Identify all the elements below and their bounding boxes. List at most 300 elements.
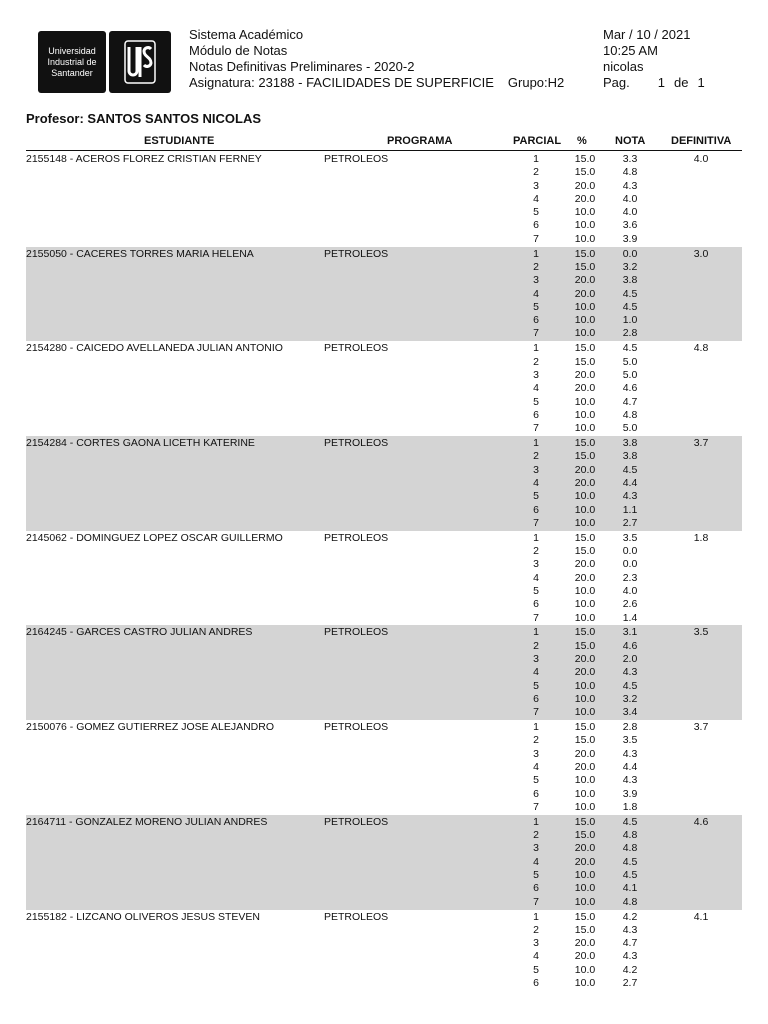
partial-weight: 10.0 <box>574 882 596 895</box>
partial-weight: 15.0 <box>574 829 596 842</box>
col-programa: PROGRAMA <box>387 135 453 147</box>
report-time: 10:25 AM <box>603 43 658 58</box>
partial-number: 4 <box>533 950 539 963</box>
partial-grade: 4.3 <box>622 490 638 503</box>
partial-number: 6 <box>533 882 539 895</box>
partial-weight: 15.0 <box>574 437 596 450</box>
partial-grade: 4.0 <box>622 584 638 597</box>
partial-weight: 10.0 <box>574 706 596 719</box>
partial-number: 3 <box>533 558 539 571</box>
partial-number: 5 <box>533 206 539 219</box>
partial-grade: 3.9 <box>622 232 638 245</box>
partial-number: 7 <box>533 800 539 813</box>
partial-grade: 1.4 <box>622 611 638 624</box>
partial-row <box>516 206 646 219</box>
partial-row <box>516 829 646 842</box>
partial-row <box>516 869 646 882</box>
partial-number: 6 <box>533 503 539 516</box>
partial-row <box>516 545 646 558</box>
partial-grade: 3.2 <box>622 260 638 273</box>
partial-weight: 10.0 <box>574 895 596 908</box>
partial-number: 5 <box>533 774 539 787</box>
partial-weight: 15.0 <box>574 166 596 179</box>
partial-number: 1 <box>533 342 539 355</box>
table-row <box>26 910 742 1005</box>
partial-weight: 10.0 <box>574 422 596 435</box>
partial-weight: 10.0 <box>574 408 596 421</box>
partial-row <box>516 532 646 545</box>
partial-grade: 3.5 <box>622 531 638 544</box>
col-definitiva: DEFINITIVA <box>671 135 732 147</box>
partial-grades <box>516 153 646 246</box>
partial-number: 2 <box>533 166 539 179</box>
partial-grade: 4.7 <box>622 395 638 408</box>
partial-row <box>516 558 646 571</box>
partial-number: 6 <box>533 598 539 611</box>
partial-weight: 10.0 <box>574 679 596 692</box>
partial-weight: 15.0 <box>574 734 596 747</box>
partial-grade: 4.8 <box>622 829 638 842</box>
partial-number: 3 <box>533 463 539 476</box>
partial-number: 3 <box>533 274 539 287</box>
partial-grade: 4.5 <box>622 679 638 692</box>
report-meta <box>603 27 705 91</box>
student-program: PETROLEOS <box>324 342 389 355</box>
partial-grade: 4.4 <box>622 476 638 489</box>
partial-grade: 4.7 <box>622 937 638 950</box>
partial-row <box>516 369 646 382</box>
partial-weight: 20.0 <box>574 463 596 476</box>
partial-weight: 10.0 <box>574 503 596 516</box>
student-final-grade: 3.5 <box>693 626 709 639</box>
partial-weight: 20.0 <box>574 287 596 300</box>
page-of: de <box>673 75 689 90</box>
student-name: 2155148 - ACEROS FLOREZ CRISTIAN FERNEY <box>26 153 262 165</box>
partial-number: 4 <box>533 287 539 300</box>
partial-grade: 3.4 <box>622 706 638 719</box>
partial-grade: 4.5 <box>622 869 638 881</box>
partial-weight: 20.0 <box>574 368 596 381</box>
partial-grade: 4.6 <box>622 639 638 652</box>
subject: Asignatura: 23188 - FACILIDADES DE SUPERFICIE <box>189 75 494 90</box>
professor-name: Profesor: SANTOS SANTOS NICOLAS <box>26 111 261 126</box>
partial-grade: 0.0 <box>622 545 638 558</box>
partial-number: 4 <box>533 761 539 774</box>
partial-grade: 4.8 <box>622 895 638 908</box>
partial-grades <box>516 911 646 991</box>
partial-number: 3 <box>533 179 539 192</box>
student-final-grade: 4.8 <box>693 342 709 355</box>
partial-number: 6 <box>533 314 539 327</box>
partial-weight: 15.0 <box>574 531 596 544</box>
partial-grade: 2.8 <box>622 721 638 734</box>
student-program: PETROLEOS <box>324 247 389 260</box>
partial-grade: 4.0 <box>622 192 638 205</box>
partial-grade: 5.0 <box>622 355 638 368</box>
table-row <box>26 531 742 626</box>
partial-weight: 15.0 <box>574 260 596 273</box>
student-program: PETROLEOS <box>324 815 389 828</box>
partial-row <box>516 261 646 274</box>
partial-weight: 15.0 <box>574 153 596 165</box>
partial-row <box>516 422 646 435</box>
partial-weight: 10.0 <box>574 314 596 327</box>
partial-number: 6 <box>533 692 539 705</box>
partial-number: 7 <box>533 895 539 908</box>
student-name: 2155182 - LIZCANO OLIVEROS JESUS STEVEN <box>26 910 261 923</box>
partial-grade: 4.2 <box>622 910 638 923</box>
partial-weight: 10.0 <box>574 327 596 340</box>
report-user: nicolas <box>603 59 644 74</box>
page-indicator <box>603 75 705 91</box>
partial-grade: 4.3 <box>622 774 638 787</box>
partial-weight: 20.0 <box>574 666 596 679</box>
group: Grupo:H2 <box>507 75 565 90</box>
partial-grade: 4.3 <box>622 923 638 936</box>
partial-row <box>516 233 646 246</box>
partial-number: 3 <box>533 653 539 666</box>
partial-weight: 10.0 <box>574 232 596 245</box>
table-row <box>26 720 742 815</box>
partial-grade: 1.8 <box>622 800 638 813</box>
partial-row <box>516 950 646 963</box>
partial-row <box>516 288 646 301</box>
partial-row <box>516 706 646 719</box>
partial-grade: 4.5 <box>622 300 638 313</box>
partial-grade: 4.5 <box>622 342 638 355</box>
student-final-grade: 4.0 <box>693 153 709 165</box>
partial-row <box>516 477 646 490</box>
partial-grades <box>516 721 646 814</box>
partial-row <box>516 274 646 287</box>
partial-row <box>516 640 646 653</box>
partial-grade: 0.0 <box>622 558 638 571</box>
partial-grade: 4.1 <box>622 882 638 895</box>
partial-number: 3 <box>533 842 539 855</box>
partial-grade: 2.8 <box>622 327 638 340</box>
partial-number: 3 <box>533 747 539 760</box>
student-final-grade: 3.7 <box>693 437 709 450</box>
partial-number: 1 <box>533 626 539 639</box>
partial-number: 2 <box>533 639 539 652</box>
partial-row <box>516 356 646 369</box>
partial-weight: 20.0 <box>574 855 596 868</box>
partial-row <box>516 801 646 814</box>
partial-row <box>516 612 646 625</box>
student-program: PETROLEOS <box>324 910 389 923</box>
partial-grade: 4.5 <box>622 463 638 476</box>
partial-weight: 10.0 <box>574 516 596 529</box>
partial-weight: 15.0 <box>574 450 596 463</box>
partial-weight: 15.0 <box>574 721 596 734</box>
table-row <box>26 152 742 247</box>
partial-weight: 20.0 <box>574 842 596 855</box>
partial-grade: 2.7 <box>622 516 638 529</box>
partial-row <box>516 626 646 639</box>
partial-number: 2 <box>533 450 539 463</box>
partial-weight: 10.0 <box>574 787 596 800</box>
partial-number: 4 <box>533 382 539 395</box>
page-number: 1 <box>657 75 665 90</box>
partial-weight: 10.0 <box>574 976 596 989</box>
partial-number: 5 <box>533 869 539 881</box>
partial-number: 4 <box>533 855 539 868</box>
partial-row <box>516 409 646 422</box>
partial-number: 1 <box>533 815 539 828</box>
partial-grades <box>516 816 646 909</box>
partial-grade: 4.5 <box>622 855 638 868</box>
student-name: 2155050 - CACERES TORRES MARIA HELENA <box>26 247 254 260</box>
partial-number: 1 <box>533 153 539 165</box>
partial-number: 3 <box>533 368 539 381</box>
partial-grade: 4.6 <box>622 382 638 395</box>
partial-weight: 20.0 <box>574 571 596 584</box>
partial-row <box>516 816 646 829</box>
partial-grade: 2.0 <box>622 653 638 666</box>
col-nota: NOTA <box>615 135 646 147</box>
student-program: PETROLEOS <box>324 721 389 734</box>
partial-row <box>516 761 646 774</box>
partial-row <box>516 396 646 409</box>
student-name: 2154280 - CAICEDO AVELLANEDA JULIAN ANTONIO <box>26 342 283 355</box>
partial-number: 2 <box>533 260 539 273</box>
partial-grade: 2.6 <box>622 598 638 611</box>
partial-grade: 3.3 <box>622 153 638 165</box>
student-final-grade: 3.0 <box>693 247 709 260</box>
report-title: Notas Definitivas Preliminares - 2020-2 <box>189 59 415 74</box>
student-program: PETROLEOS <box>324 153 389 165</box>
partial-grade: 5.0 <box>622 422 638 435</box>
partial-weight: 15.0 <box>574 342 596 355</box>
partial-grades <box>516 342 646 435</box>
partial-row <box>516 504 646 517</box>
partial-grade: 1.1 <box>622 503 638 516</box>
partial-grade: 4.8 <box>622 166 638 179</box>
partial-grade: 3.2 <box>622 692 638 705</box>
partial-number: 5 <box>533 395 539 408</box>
partial-grade: 3.8 <box>622 274 638 287</box>
partial-weight: 10.0 <box>574 206 596 219</box>
partial-grades <box>516 437 646 530</box>
partial-row <box>516 598 646 611</box>
partial-grade: 4.0 <box>622 206 638 219</box>
partial-row <box>516 180 646 193</box>
page-label: Pag. <box>603 75 630 90</box>
partial-number: 6 <box>533 219 539 232</box>
partial-row <box>516 301 646 314</box>
partial-weight: 20.0 <box>574 653 596 666</box>
partial-row <box>516 693 646 706</box>
partial-row <box>516 748 646 761</box>
student-name: 2164245 - GARCES CASTRO JULIAN ANDRES <box>26 626 253 639</box>
partial-number: 6 <box>533 976 539 989</box>
partial-weight: 20.0 <box>574 192 596 205</box>
partial-number: 4 <box>533 666 539 679</box>
partial-weight: 15.0 <box>574 247 596 260</box>
partial-number: 4 <box>533 476 539 489</box>
partial-row <box>516 382 646 395</box>
student-name: 2154284 - CORTES GAONA LICETH KATERINE <box>26 437 255 450</box>
partial-grade: 3.6 <box>622 219 638 232</box>
partial-row <box>516 774 646 787</box>
partial-number: 7 <box>533 706 539 719</box>
partial-number: 5 <box>533 300 539 313</box>
partial-number: 4 <box>533 192 539 205</box>
partial-number: 5 <box>533 963 539 976</box>
student-program: PETROLEOS <box>324 437 389 450</box>
partial-weight: 15.0 <box>574 815 596 828</box>
student-final-grade: 4.1 <box>693 910 709 923</box>
partial-grade: 2.7 <box>622 976 638 989</box>
partial-weight: 20.0 <box>574 179 596 192</box>
partial-weight: 15.0 <box>574 626 596 639</box>
partial-grade: 5.0 <box>622 368 638 381</box>
system-name: Sistema Académico <box>189 27 304 42</box>
partial-row <box>516 153 646 166</box>
partial-number: 2 <box>533 829 539 842</box>
partial-number: 4 <box>533 571 539 584</box>
partial-number: 6 <box>533 408 539 421</box>
partial-number: 5 <box>533 679 539 692</box>
partial-row <box>516 490 646 503</box>
table-row <box>26 436 742 531</box>
partial-number: 2 <box>533 923 539 936</box>
partial-row <box>516 585 646 598</box>
partial-row <box>516 896 646 909</box>
module-name: Módulo de Notas <box>189 43 288 58</box>
partial-number: 2 <box>533 355 539 368</box>
partial-row <box>516 437 646 450</box>
col-pct: % <box>577 135 587 147</box>
partial-row <box>516 219 646 232</box>
university-logo <box>38 31 106 93</box>
partial-weight: 20.0 <box>574 761 596 774</box>
partial-row <box>516 977 646 990</box>
partial-row <box>516 572 646 585</box>
partial-number: 1 <box>533 437 539 450</box>
partial-row <box>516 882 646 895</box>
partial-grade: 3.8 <box>622 437 638 450</box>
student-final-grade: 4.6 <box>693 815 709 828</box>
partial-number: 7 <box>533 611 539 624</box>
table-row <box>26 341 742 436</box>
partial-number: 2 <box>533 734 539 747</box>
partial-grade: 3.1 <box>622 626 638 639</box>
partial-grade: 4.5 <box>622 815 638 828</box>
partial-grade: 4.2 <box>622 963 638 976</box>
subject-line <box>189 75 564 91</box>
partial-weight: 10.0 <box>574 598 596 611</box>
partial-row <box>516 856 646 869</box>
partial-weight: 20.0 <box>574 382 596 395</box>
partial-row <box>516 937 646 950</box>
table-row <box>26 625 742 720</box>
partial-row <box>516 842 646 855</box>
partial-weight: 20.0 <box>574 274 596 287</box>
partial-grades <box>516 532 646 625</box>
partial-row <box>516 911 646 924</box>
student-program: PETROLEOS <box>324 626 389 639</box>
partial-weight: 20.0 <box>574 747 596 760</box>
student-name: 2150076 - GOMEZ GUTIERREZ JOSE ALEJANDRO <box>26 721 274 734</box>
partial-weight: 20.0 <box>574 558 596 571</box>
partial-row <box>516 193 646 206</box>
partial-weight: 20.0 <box>574 950 596 963</box>
partial-grades <box>516 626 646 719</box>
partial-number: 5 <box>533 490 539 503</box>
partial-weight: 10.0 <box>574 963 596 976</box>
partial-number: 7 <box>533 516 539 529</box>
partial-row <box>516 680 646 693</box>
partial-weight: 15.0 <box>574 545 596 558</box>
partial-weight: 15.0 <box>574 355 596 368</box>
partial-grade: 4.3 <box>622 747 638 760</box>
partial-weight: 10.0 <box>574 395 596 408</box>
partial-row <box>516 517 646 530</box>
partial-grade: 3.9 <box>622 787 638 800</box>
col-estudiante: ESTUDIANTE <box>144 135 215 147</box>
partial-weight: 10.0 <box>574 774 596 787</box>
partial-row <box>516 166 646 179</box>
partial-grade: 3.8 <box>622 450 638 463</box>
partial-weight: 20.0 <box>574 937 596 950</box>
col-parcial: PARCIAL <box>513 135 562 147</box>
report-date: Mar / 10 / 2021 <box>603 27 691 42</box>
partial-row <box>516 327 646 340</box>
partial-row <box>516 248 646 261</box>
partial-weight: 10.0 <box>574 611 596 624</box>
partial-row <box>516 964 646 977</box>
partial-row <box>516 653 646 666</box>
partial-weight: 10.0 <box>574 692 596 705</box>
student-program: PETROLEOS <box>324 531 389 544</box>
grades-table-header <box>26 134 742 151</box>
logo-line-1: Universidad <box>48 45 96 56</box>
partial-weight: 10.0 <box>574 300 596 313</box>
partial-row <box>516 734 646 747</box>
partial-grade: 3.5 <box>622 734 638 747</box>
partial-number: 7 <box>533 422 539 435</box>
uis-emblem-icon <box>109 31 171 93</box>
partial-row <box>516 666 646 679</box>
grades-table-body <box>26 152 742 1004</box>
partial-grades <box>516 248 646 341</box>
partial-grade: 4.8 <box>622 408 638 421</box>
partial-row <box>516 314 646 327</box>
partial-weight: 15.0 <box>574 910 596 923</box>
partial-weight: 10.0 <box>574 584 596 597</box>
partial-row <box>516 924 646 937</box>
partial-grade: 4.8 <box>622 842 638 855</box>
partial-grade: 1.0 <box>622 314 638 327</box>
partial-weight: 10.0 <box>574 800 596 813</box>
partial-grade: 2.3 <box>622 571 638 584</box>
partial-row <box>516 450 646 463</box>
report-header <box>189 27 564 91</box>
page-total: 1 <box>697 75 705 90</box>
partial-number: 5 <box>533 584 539 597</box>
partial-row <box>516 464 646 477</box>
partial-number: 7 <box>533 232 539 245</box>
partial-grade: 4.3 <box>622 179 638 192</box>
partial-number: 1 <box>533 531 539 544</box>
student-final-grade: 1.8 <box>693 531 709 544</box>
partial-grade: 4.5 <box>622 287 638 300</box>
partial-number: 2 <box>533 545 539 558</box>
partial-weight: 20.0 <box>574 476 596 489</box>
partial-weight: 15.0 <box>574 923 596 936</box>
partial-grade: 4.3 <box>622 950 638 963</box>
